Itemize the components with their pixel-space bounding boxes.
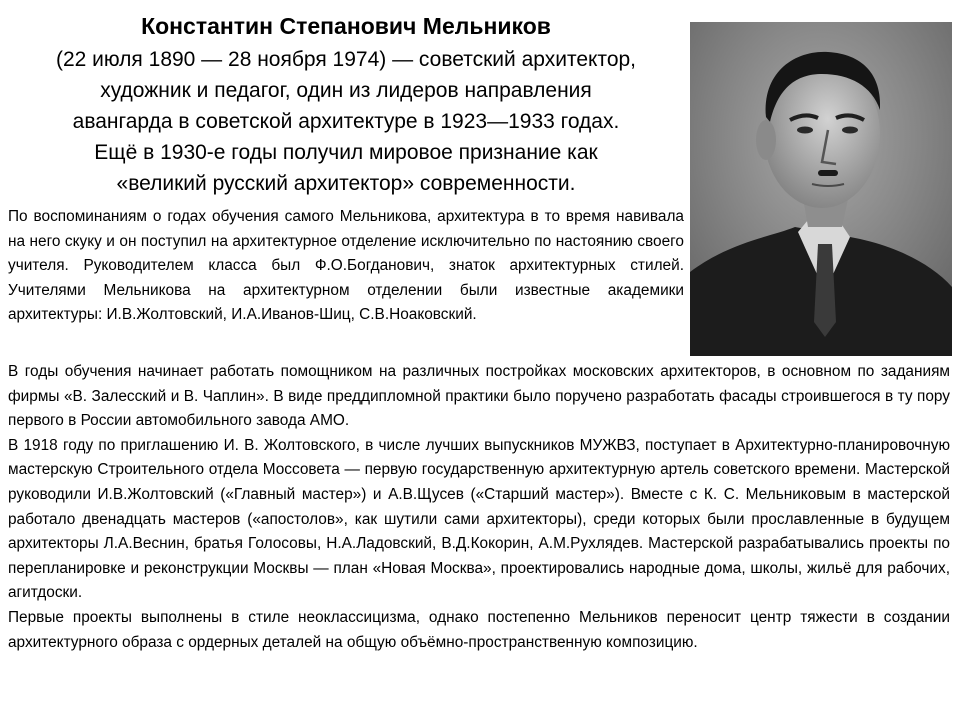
person-name-title: Константин Степанович Мельников	[141, 13, 551, 39]
top-text-block	[8, 10, 684, 328]
bottom-text-block	[8, 360, 950, 655]
paragraph-early-work: В годы обучения начинает работать помощником на различных постройках московских архитекторов, в основном по заданиям фирмы «В. Залесский и В. Чаплин». В виде преддипломной практики было поручено разработать фасады строившегося в ту пору первого в России автомобильного завода АМО.	[8, 363, 950, 430]
portrait-photo-icon	[690, 22, 952, 356]
paragraph-mossovet-workshop: В 1918 году по приглашению И. В. Жолтовского, в числе лучших выпускников МУЖВЗ, поступает в Архитектурно-планировочную мастерскую Строительного отдела Моссовета — первую государственную архитектурную артель советского времени. Мастерской руководили И.В.Жолтовский («Главный мастер») и А.В.Щусев («Старший мастер»). Вместе с К. С. Мельниковым в мастерской работало двенадцать мастеров («апостолов», как шутили сами архитекторы), среди которых были прославленные в будущем архитекторы Л.А.Веснин, братья Голосовы, Н.А.Ладовский, В.Д.Кокорин, А.М.Рухлядев. Мастерской разрабатывались проекты по перепланировке и реконструкции Москвы — план «Новая Москва», проектировались народные дома, школы, жильё для рабочих, агитдоски.	[8, 436, 950, 602]
paragraph-education: По воспоминаниям о годах обучения самого Мельникова, архитектура в то время навивала на него скуку и он поступил на архитектурное отделение исключительно по настоянию своего учителя. Руководителем класса был Ф.О.Богданович, знаток архитектурных стилей. Учителями Мельникова на архитектурном отделении были известные академики архитектуры: И.В.Жолтовский, И.А.Иванов-Шиц, С.В.Ноаковский.	[8, 208, 684, 324]
intro-line: (22 июля 1890 — 28 ноября 1974) — советский архитектор,	[55, 48, 637, 71]
paragraph-first-projects: Первые проекты выполнены в стиле неоклассицизма, однако постепенно Мельников переносит центр тяжести в создании архитектурного образа с ордерных деталей на общую объёмно-пространственную композицию.	[8, 608, 950, 651]
intro-line: авангарда в советской архитектуре в 1923—1933 годах.	[72, 110, 620, 133]
intro-line: «великий русский архитектор» современности.	[116, 172, 576, 195]
intro-line: Ещё в 1930-е годы получил мировое признание как	[94, 141, 598, 164]
portrait-photo	[690, 22, 952, 356]
intro-line: художник и педагог, один из лидеров направления	[100, 79, 592, 102]
